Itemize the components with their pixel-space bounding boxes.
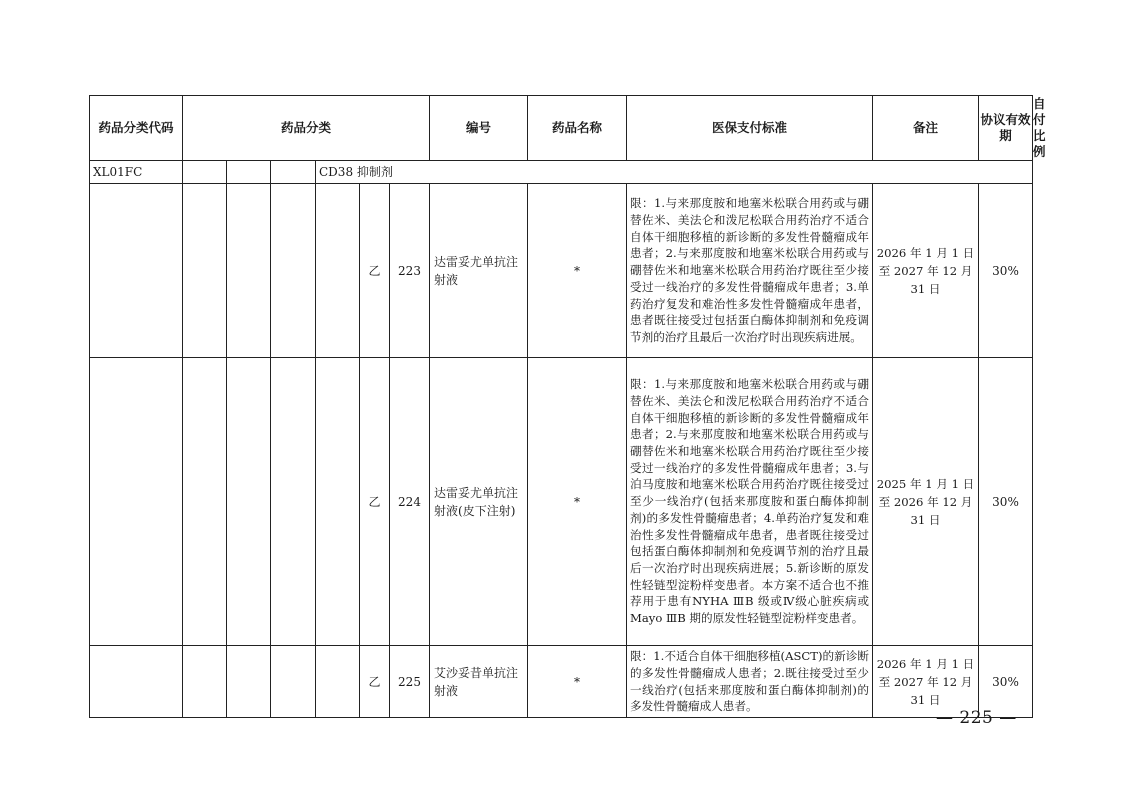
row-standard: * bbox=[528, 646, 627, 718]
header-name: 药品名称 bbox=[528, 96, 627, 161]
row-code bbox=[90, 358, 183, 646]
row-blank bbox=[316, 358, 360, 646]
table-header-row: 药品分类代码 药品分类 编号 药品名称 医保支付标准 备注 协议有效期 自付比例 bbox=[90, 96, 1033, 161]
drug-list-table bbox=[89, 95, 1046, 718]
row-blank bbox=[316, 646, 360, 718]
category-blank bbox=[271, 161, 316, 184]
row-code bbox=[90, 184, 183, 358]
category-code: XL01FC bbox=[90, 161, 183, 184]
row-type: 乙 bbox=[360, 184, 390, 358]
row-blank bbox=[227, 646, 271, 718]
header-code: 药品分类代码 bbox=[90, 96, 183, 161]
row-period: 2025 年 1 月 1 日至 2026 年 12 月 31 日 bbox=[873, 358, 979, 646]
category-blank bbox=[183, 161, 227, 184]
row-blank bbox=[271, 646, 316, 718]
row-blank bbox=[227, 358, 271, 646]
row-standard: * bbox=[528, 184, 627, 358]
row-number: 223 bbox=[390, 184, 430, 358]
row-number: 224 bbox=[390, 358, 430, 646]
row-drug-name: 达雷妥尤单抗注射液(皮下注射) bbox=[430, 358, 528, 646]
row-standard: * bbox=[528, 358, 627, 646]
header-number: 编号 bbox=[430, 96, 528, 161]
table-row bbox=[90, 184, 1033, 358]
row-type: 乙 bbox=[360, 646, 390, 718]
row-remarks: 限：1.与来那度胺和地塞米松联合用药或与硼替佐米、美法仑和泼尼松联合用药治疗不适合自体干细胞移植的新诊断的多发性骨髓瘤成年患者；2.与来那度胺和地塞米松联合用药或与硼替佐米和地塞米松联合用药治疗既往至少接受过一线治疗的多发性骨髓瘤成年患者；3.单药治疗复发和难治性多发性骨髓瘤成年患者，患者既往接受过包括蛋白酶体抑制剂和免疫调节剂的治疗且最后一次治疗时出现疾病进展。 bbox=[627, 184, 873, 358]
row-type: 乙 bbox=[360, 358, 390, 646]
row-ratio: 30% bbox=[979, 358, 1033, 646]
row-blank bbox=[183, 358, 227, 646]
header-period: 协议有效期 bbox=[979, 96, 1033, 161]
row-period: 2026 年 1 月 1 日至 2027 年 12 月 31 日 bbox=[873, 646, 979, 718]
header-category: 药品分类 bbox=[183, 96, 430, 161]
row-blank bbox=[271, 358, 316, 646]
row-blank bbox=[183, 646, 227, 718]
table-row bbox=[90, 358, 1033, 646]
row-ratio: 30% bbox=[979, 646, 1033, 718]
header-standard: 医保支付标准 bbox=[627, 96, 873, 161]
row-ratio: 30% bbox=[979, 184, 1033, 358]
category-name: CD38 抑制剂 bbox=[316, 161, 1033, 184]
category-blank bbox=[227, 161, 271, 184]
row-drug-name: 艾沙妥昔单抗注射液 bbox=[430, 646, 528, 718]
row-blank bbox=[316, 184, 360, 358]
row-drug-name: 达雷妥尤单抗注射液 bbox=[430, 184, 528, 358]
page-number: — 225 — bbox=[936, 708, 1017, 728]
table-row bbox=[90, 646, 1033, 718]
row-number: 225 bbox=[390, 646, 430, 718]
row-blank bbox=[227, 184, 271, 358]
header-remarks: 备注 bbox=[873, 96, 979, 161]
row-remarks: 限：1.与来那度胺和地塞米松联合用药或与硼替佐米、美法仑和泼尼松联合用药治疗不适合自体干细胞移植的新诊断的多发性骨髓瘤成年患者；2.与来那度胺和地塞米松联合用药或与硼替佐米和地塞米松联合用药治疗既往至少接受过一线治疗的多发性骨髓瘤成年患者；3.与泊马度胺和地塞米松联合用药治疗既往接受过至少一线治疗(包括来那度胺和蛋白酶体抑制剂)的多发性骨髓瘤患者；4.单药治疗复发和难治性多发性骨髓瘤成年患者，患者既往接受过包括蛋白酶体抑制剂和免疫调节剂的治疗且最后一次治疗时出现疾病进展；5.新诊断的原发性轻链型淀粉样变患者。本方案不适合也不推荐用于患有NYHA ⅢB 级或Ⅳ级心脏疾病或 Mayo ⅢB 期的原发性轻链型淀粉样变患者。 bbox=[627, 358, 873, 646]
row-blank bbox=[183, 184, 227, 358]
row-remarks: 限：1.不适合自体干细胞移植(ASCT)的新诊断的多发性骨髓瘤成人患者；2.既往接受过至少一线治疗(包括来那度胺和蛋白酶体抑制剂)的多发性骨髓瘤成人患者。 bbox=[627, 646, 873, 718]
row-code bbox=[90, 646, 183, 718]
row-blank bbox=[271, 184, 316, 358]
category-row bbox=[90, 161, 1033, 184]
row-period: 2026 年 1 月 1 日至 2027 年 12 月 31 日 bbox=[873, 184, 979, 358]
